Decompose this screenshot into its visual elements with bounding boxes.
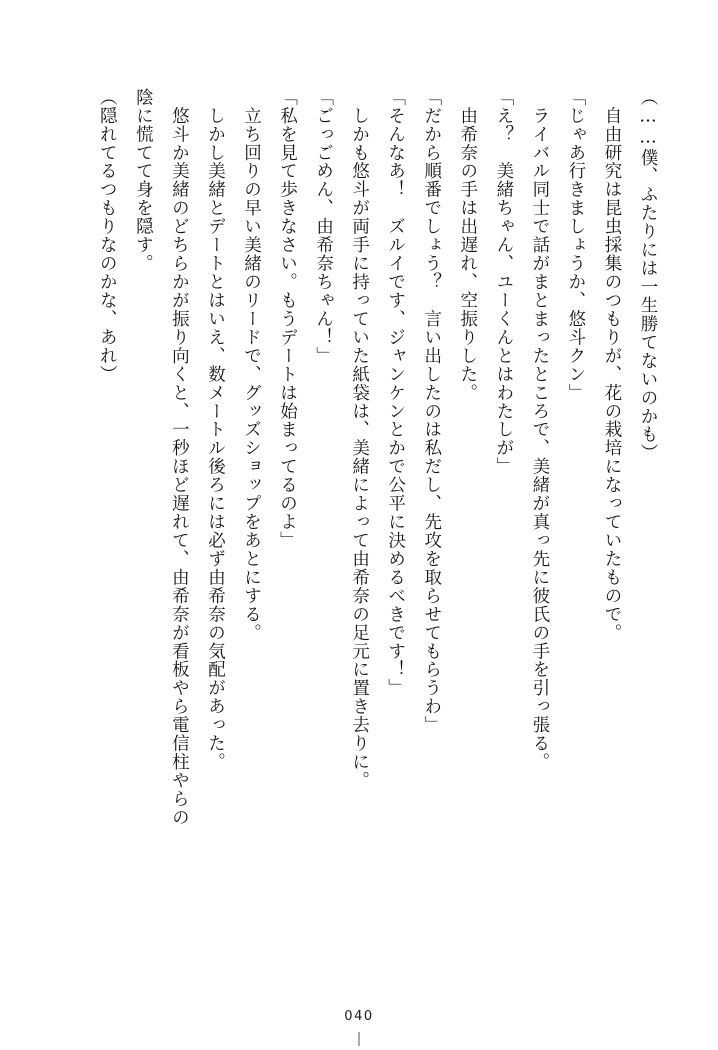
paragraph: 「そんなあ！ ズルイです、ジャンケンとかで公平に決めるべきです！」 [385, 88, 406, 698]
page-number: 040 [344, 1009, 374, 1024]
paragraph: 悠斗か美緒のどちらかが振り向くと、一秒ほど遅れて、由希奈が看板やら電信柱やらの [169, 88, 190, 827]
paragraph: 「じゃあ行きましょうか、悠斗クン」 [565, 88, 586, 402]
paragraph: 「私を見て歩きなさい。もうデートは始まってるのよ」 [277, 88, 298, 550]
paragraph: 由希奈の手は出遅れ、空振りした。 [457, 88, 478, 402]
paragraph: 「だから順番でしょう？ 言い出したのは私だし、先攻を取らせてもらうわ」 [421, 88, 442, 735]
paragraph: 立ち回りの早い美緒のリードで、グッズショップをあとにする。 [241, 88, 262, 642]
paragraph: しかし美緒とデートとはいえ、数メートル後ろには必ず由希奈の気配があった。 [205, 88, 226, 772]
paragraph: ライバル同士で話がまとまったところで、美緒が真っ先に彼氏の手を引っ張る。 [529, 88, 550, 772]
paragraph: 「ごっごめん、由希奈ちゃん！」 [313, 88, 334, 365]
paragraph: （……僕、ふたりには一生勝てないのかも） [638, 88, 658, 463]
paragraph: 「え？ 美緒ちゃん、ユーくんとはわたしが」 [493, 88, 514, 476]
paragraph: 陰に慌てて身を隠す。 [133, 88, 154, 273]
paragraph: 自由研究は昆虫採集のつもりが、花の栽培になっていたもので。 [601, 88, 622, 642]
page-text-body [52, 88, 666, 968]
spine-mark [359, 1032, 360, 1046]
paragraph: しかも悠斗が両手に持っていた紙袋は、美緒によって由希奈の足元に置き去りに。 [349, 88, 370, 790]
paragraph: （隠れてるつもりなのかな、あれ） [97, 88, 118, 384]
